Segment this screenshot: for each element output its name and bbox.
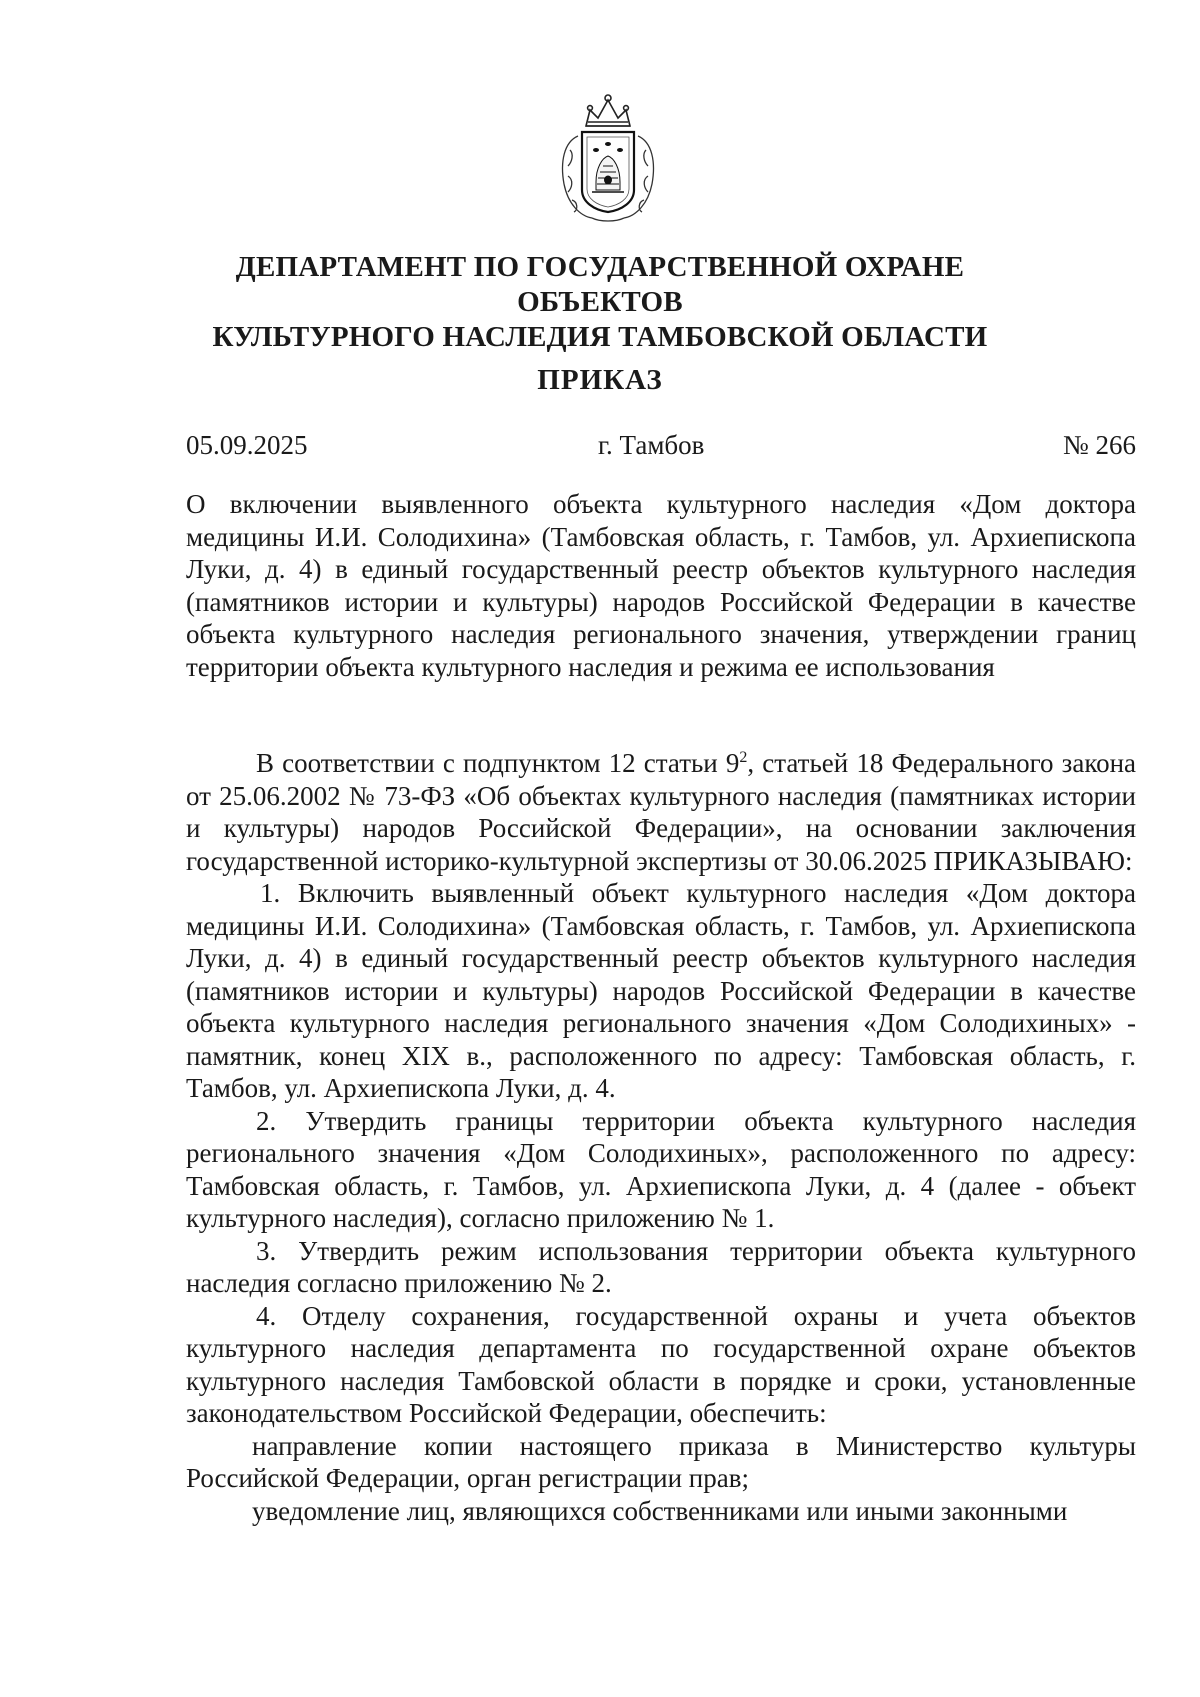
document-date: 05.09.2025: [186, 430, 308, 460]
preamble-paragraph: [186, 747, 1136, 877]
preamble-superscript: 2: [739, 749, 748, 766]
document-meta-row: [186, 430, 1136, 464]
document-city: г. Тамбов: [598, 430, 705, 460]
order-item-4: 4. Отделу сохранения, государственной охраны и учета объектов культурного наследия департамента по государственной охране объектов культурного наследия Тамбовской области в порядке и сроки, установленные законодательством Российской Федерации, обеспечить:: [186, 1300, 1136, 1428]
tambov-coat-of-arms-icon: [556, 92, 660, 224]
department-header: [150, 250, 1050, 355]
preamble-text-part-2: , статьей 18 Федерального закона от 25.06.2002 № 73-ФЗ «Об объектах культурного наследия (памятниках истории и культуры) народов Российской Федерации», на основании заключения государственной историко-культурной экспертизы от 30.06.2025 ПРИКАЗЫВАЮ:: [186, 748, 1136, 876]
preamble-text-part-1: В соответствии с подпунктом 12 статьи 9: [256, 748, 740, 778]
document-body: [186, 747, 1136, 1527]
document-type-title: ПРИКАЗ: [537, 364, 663, 396]
order-subitem-2: уведомление лиц, являющихся собственниками или иными законными: [252, 1495, 1068, 1526]
order-item-2: 2. Утвердить границы территории объекта культурного наследия регионального значения «Дом Солодихиных», расположенного по адресу: Тамбовская область, г. Тамбов, ул. Архиепископа Луки, д. 4 (далее - объект культурного наследия), согласно приложению № 1.: [186, 1105, 1136, 1233]
order-subitem-1: направление копии настоящего приказа в Министерство культуры Российской Федерации, орган регистрации прав;: [186, 1430, 1136, 1493]
department-header-line-2: КУЛЬТУРНОГО НАСЛЕДИЯ ТАМБОВСКОЙ ОБЛАСТИ: [212, 321, 988, 353]
order-item-1: 1. Включить выявленный объект культурного наследия «Дом доктора медицины И.И. Солодихина» (Тамбовская область, г. Тамбов, ул. Архиепископа Луки, д. 4) в единый государственный реестр объектов культурного наследия (памятников истории и культуры) народов Российской Федерации в качестве объекта культурного наследия регионального значения «Дом Солодихиных» - памятник, конец XIX в., расположенного по адресу: Тамбовская область, г. Тамбов, ул. Архиепископа Луки, д. 4.: [186, 878, 1136, 1103]
order-item-3: 3. Утвердить режим использования территории объекта культурного наследия согласно приложению № 2.: [186, 1235, 1136, 1298]
document-subject: О включении выявленного объекта культурного наследия «Дом доктора медицины И.И. Солодихина» (Тамбовская область, г. Тамбов, ул. Архиепископа Луки, д. 4) в единый государственный реестр объектов культурного наследия (памятников истории и культуры) народов Российской Федерации в качестве объекта культурного наследия регионального значения, утверждении границ территории объекта культурного наследия и режима ее использования: [186, 489, 1136, 682]
department-header-line-1: ДЕПАРТАМЕНТ ПО ГОСУДАРСТВЕННОЙ ОХРАНЕ ОБЪЕКТОВ: [235, 251, 965, 318]
document-number: № 266: [1062, 430, 1136, 460]
